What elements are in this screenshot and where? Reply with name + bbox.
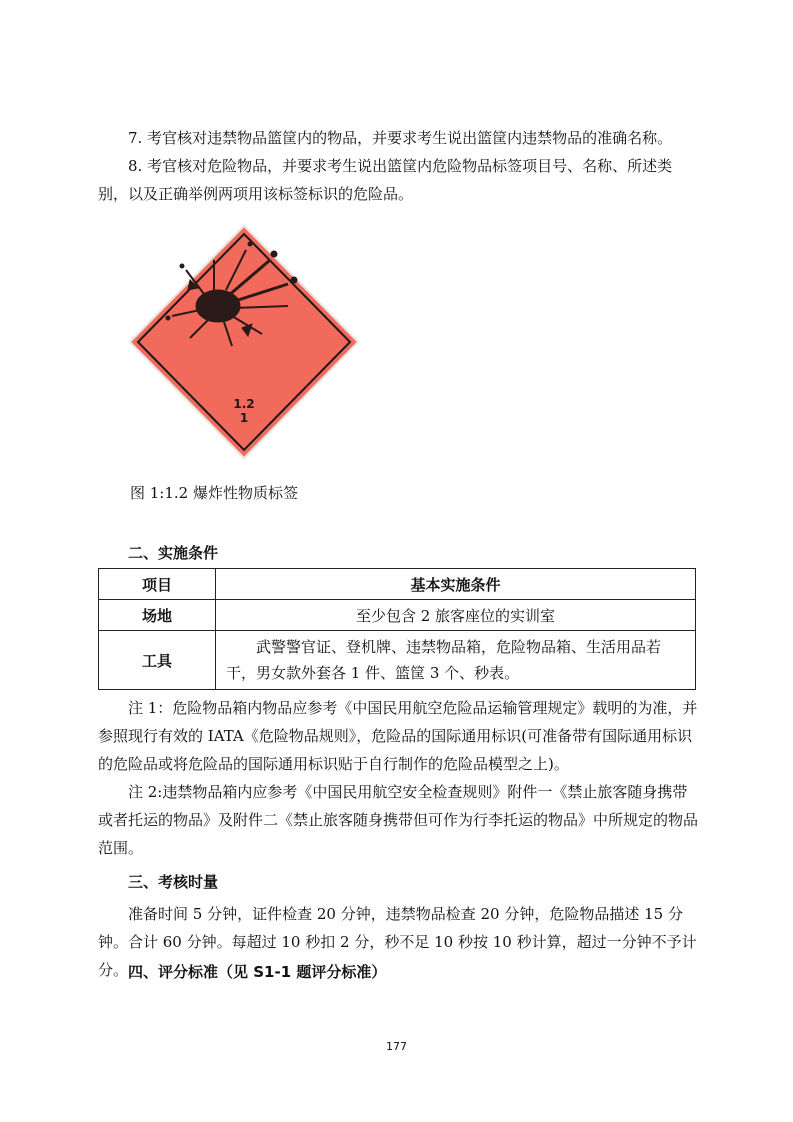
row-label-tools: 工具 xyxy=(99,631,216,690)
note-2: 注 2:违禁物品箱内应参考《中国民用航空安全检查规则》附件一《禁止旅客随身携带或者托运的物品》及附件二《禁止旅客随身携带但可作为行李托运的物品》中所规定的物品范围。 xyxy=(98,783,699,857)
note-1: 注 1：危险物品箱内物品应参考《中国民用航空危险品运输管理规定》载明的为准，并参照现行有效的 IATA《危险物品规则》，危险品的国际通用标识(可准备带有国际通用标识的危险品或将危险品的国际通用标识贴于自行制作的危险品模型之上)。 xyxy=(98,699,698,773)
section-4-heading: 四、评分标准（见 S1-1 题评分标准） xyxy=(128,963,387,981)
table-header-row xyxy=(99,569,696,600)
table-row xyxy=(99,600,696,631)
row-value-venue: 至少包含 2 旅客座位的实训室 xyxy=(216,600,696,631)
section-2-heading: 二、实施条件 xyxy=(128,544,219,562)
section-3-text: 准备时间 5 分钟，证件检查 20 分钟，违禁物品检查 20 分钟，危险物品描述 15 分钟。合计 60 分钟。每超过 10 秒扣 2 分，秒不足 10 秒按 10 秒计算，超过一分钟不予计分。 xyxy=(98,905,697,979)
page-number: 177 xyxy=(386,1040,407,1053)
table-row xyxy=(99,631,696,690)
row-value-tools: 武警警官证、登机牌、违禁物品箱，危险物品箱、生活用品若干，男女款外套各 1 件、篮筐 3 个、秒表。 xyxy=(216,631,696,690)
section-3-heading: 三、考核时量 xyxy=(128,873,219,891)
class-number: 1 xyxy=(239,411,249,425)
explosive-label-figure xyxy=(128,224,360,464)
table-header-conditions: 基本实施条件 xyxy=(216,569,696,600)
conditions-table xyxy=(98,568,696,690)
explosive-diamond-icon xyxy=(128,224,360,464)
division-number: 1.2 xyxy=(233,397,255,411)
item-8: 8. 考官核对危险物品，并要求考生说出篮筐内危险物品标签项目号、名称、所述类别，以及正确举例两项用该标签标识的危险品。 xyxy=(98,157,673,203)
table-header-item: 项目 xyxy=(99,569,216,600)
row-label-venue: 场地 xyxy=(99,600,216,631)
figure-caption: 图 1:1.2 爆炸性物质标签 xyxy=(130,484,298,502)
item-7: 7. 考官核对违禁物品篮筐内的物品，并要求考生说出篮筐内违禁物品的准确名称。 xyxy=(128,129,673,147)
